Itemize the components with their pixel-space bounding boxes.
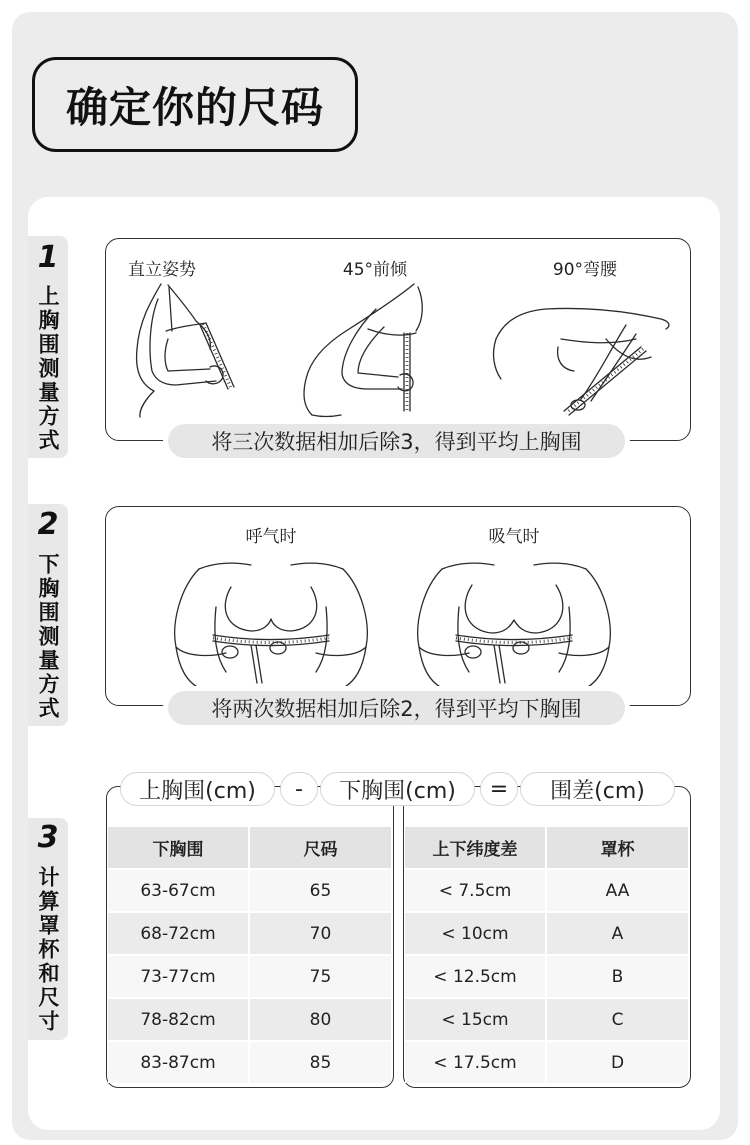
exhale-illustration <box>175 563 368 689</box>
upper-bust-caption: 将三次数据相加后除3，得到平均上胸围 <box>168 424 625 458</box>
table-cell: < 12.5cm <box>405 956 545 997</box>
table-cell: 78-82cm <box>108 999 248 1040</box>
table-cell: 70 <box>250 913 391 954</box>
table-cell: < 15cm <box>405 999 545 1040</box>
table-cell: < 7.5cm <box>405 870 545 911</box>
formula-minus: - <box>280 772 318 806</box>
table-cell: A <box>547 913 688 954</box>
size-table-header-size: 尺码 <box>250 827 391 868</box>
size-table <box>106 786 394 1088</box>
section-1-number: 1 <box>37 240 59 275</box>
formula-difference: 围差(cm) <box>520 772 675 806</box>
table-cell: D <box>547 1042 688 1083</box>
inhale-illustration <box>418 563 611 689</box>
page-title: 确定你的尺码 <box>32 57 358 152</box>
formula-upper-bust: 上胸围(cm) <box>120 772 275 806</box>
cup-table-header-cup: 罩杯 <box>547 827 688 868</box>
pose-label-bend-90: 90°弯腰 <box>552 260 618 280</box>
table-cell: 65 <box>250 870 391 911</box>
table-cell: 85 <box>250 1042 391 1083</box>
table-cell: 68-72cm <box>108 913 248 954</box>
cup-table <box>403 786 691 1088</box>
under-bust-illustrations <box>106 507 689 704</box>
formula-under-bust: 下胸围(cm) <box>320 772 475 806</box>
pose-label-lean-45: 45°前倾 <box>342 260 408 280</box>
size-table-header-underbust: 下胸围 <box>108 827 248 868</box>
table-cell: < 10cm <box>405 913 545 954</box>
section-3-number: 3 <box>37 820 59 855</box>
table-cell: 75 <box>250 956 391 997</box>
table-cell: B <box>547 956 688 997</box>
table-cell: AA <box>547 870 688 911</box>
cup-table-header-difference: 上下纬度差 <box>405 827 545 868</box>
section-3-label: 计算罩杯和尺寸 <box>36 866 60 1034</box>
table-cell: 80 <box>250 999 391 1040</box>
table-cell: C <box>547 999 688 1040</box>
under-bust-measure-box <box>105 506 691 706</box>
section-1-label: 上胸围测量方式 <box>36 285 60 453</box>
standing-pose-illustration <box>137 284 234 417</box>
pose-label-inhale: 吸气时 <box>488 527 540 547</box>
table-cell: 63-67cm <box>108 870 248 911</box>
table-cell: 83-87cm <box>108 1042 248 1083</box>
formula-equals: = <box>480 772 518 806</box>
table-cell: < 17.5cm <box>405 1042 545 1083</box>
section-2-label: 下胸围测量方式 <box>36 553 60 721</box>
pose-label-exhale: 呼气时 <box>245 527 297 547</box>
table-cell: 73-77cm <box>108 956 248 997</box>
section-2-number: 2 <box>37 507 59 542</box>
pose-label-standing: 直立姿势 <box>128 260 196 280</box>
lean-45-pose-illustration <box>304 284 422 417</box>
under-bust-caption: 将两次数据相加后除2，得到平均下胸围 <box>168 691 625 725</box>
bend-90-pose-illustration <box>494 308 669 415</box>
